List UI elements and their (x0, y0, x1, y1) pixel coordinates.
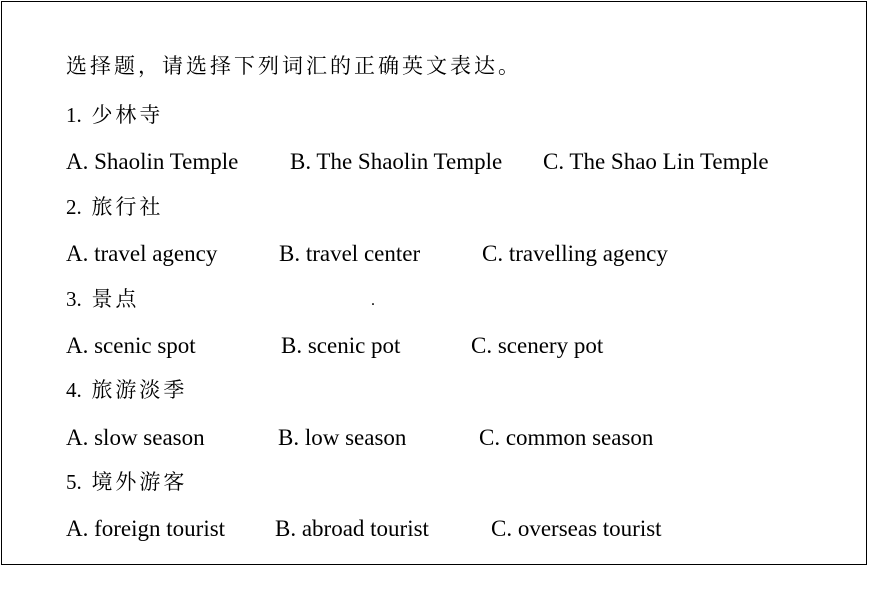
option-b: B. The Shaolin Temple (290, 149, 503, 174)
question-term: 旅行社 (91, 195, 164, 219)
option-a: A. scenic spot (66, 333, 196, 358)
option-a: A. Shaolin Temple (66, 149, 239, 174)
question-2-options (66, 241, 668, 270)
question-term: 景点 (91, 287, 140, 311)
question-4-options (66, 425, 654, 454)
option-b: B. low season (278, 425, 407, 450)
question-number: 2. (66, 195, 82, 219)
question-3-heading (66, 289, 139, 310)
option-b: B. abroad tourist (275, 516, 429, 541)
question-1-options (66, 149, 769, 178)
question-2-heading (66, 197, 163, 218)
option-a: A. travel agency (66, 241, 218, 266)
question-4-heading (66, 380, 187, 401)
option-c: C. travelling agency (482, 241, 668, 266)
option-b: B. travel center (279, 241, 421, 266)
option-a: A. slow season (66, 425, 205, 450)
question-term: 旅游淡季 (91, 378, 188, 402)
question-1-heading (66, 105, 163, 126)
instruction-text: 选择题，请选择下列词汇的正确英文表达。 (66, 54, 522, 78)
question-number: 5. (66, 470, 82, 494)
stray-mark: . (371, 292, 375, 309)
question-5-heading (66, 472, 187, 493)
option-c: C. common season (479, 425, 654, 450)
question-term: 境外游客 (91, 470, 188, 494)
question-number: 1. (66, 103, 82, 127)
option-b: B. scenic pot (281, 333, 401, 358)
option-c: C. The Shao Lin Temple (543, 149, 769, 174)
option-c: C. overseas tourist (491, 516, 662, 541)
question-number: 3. (66, 287, 82, 311)
question-number: 4. (66, 378, 82, 402)
question-term: 少林寺 (91, 103, 164, 127)
question-5-options (66, 516, 662, 545)
question-3-options (66, 333, 604, 362)
option-c: C. scenery pot (471, 333, 604, 358)
option-a: A. foreign tourist (66, 516, 226, 541)
